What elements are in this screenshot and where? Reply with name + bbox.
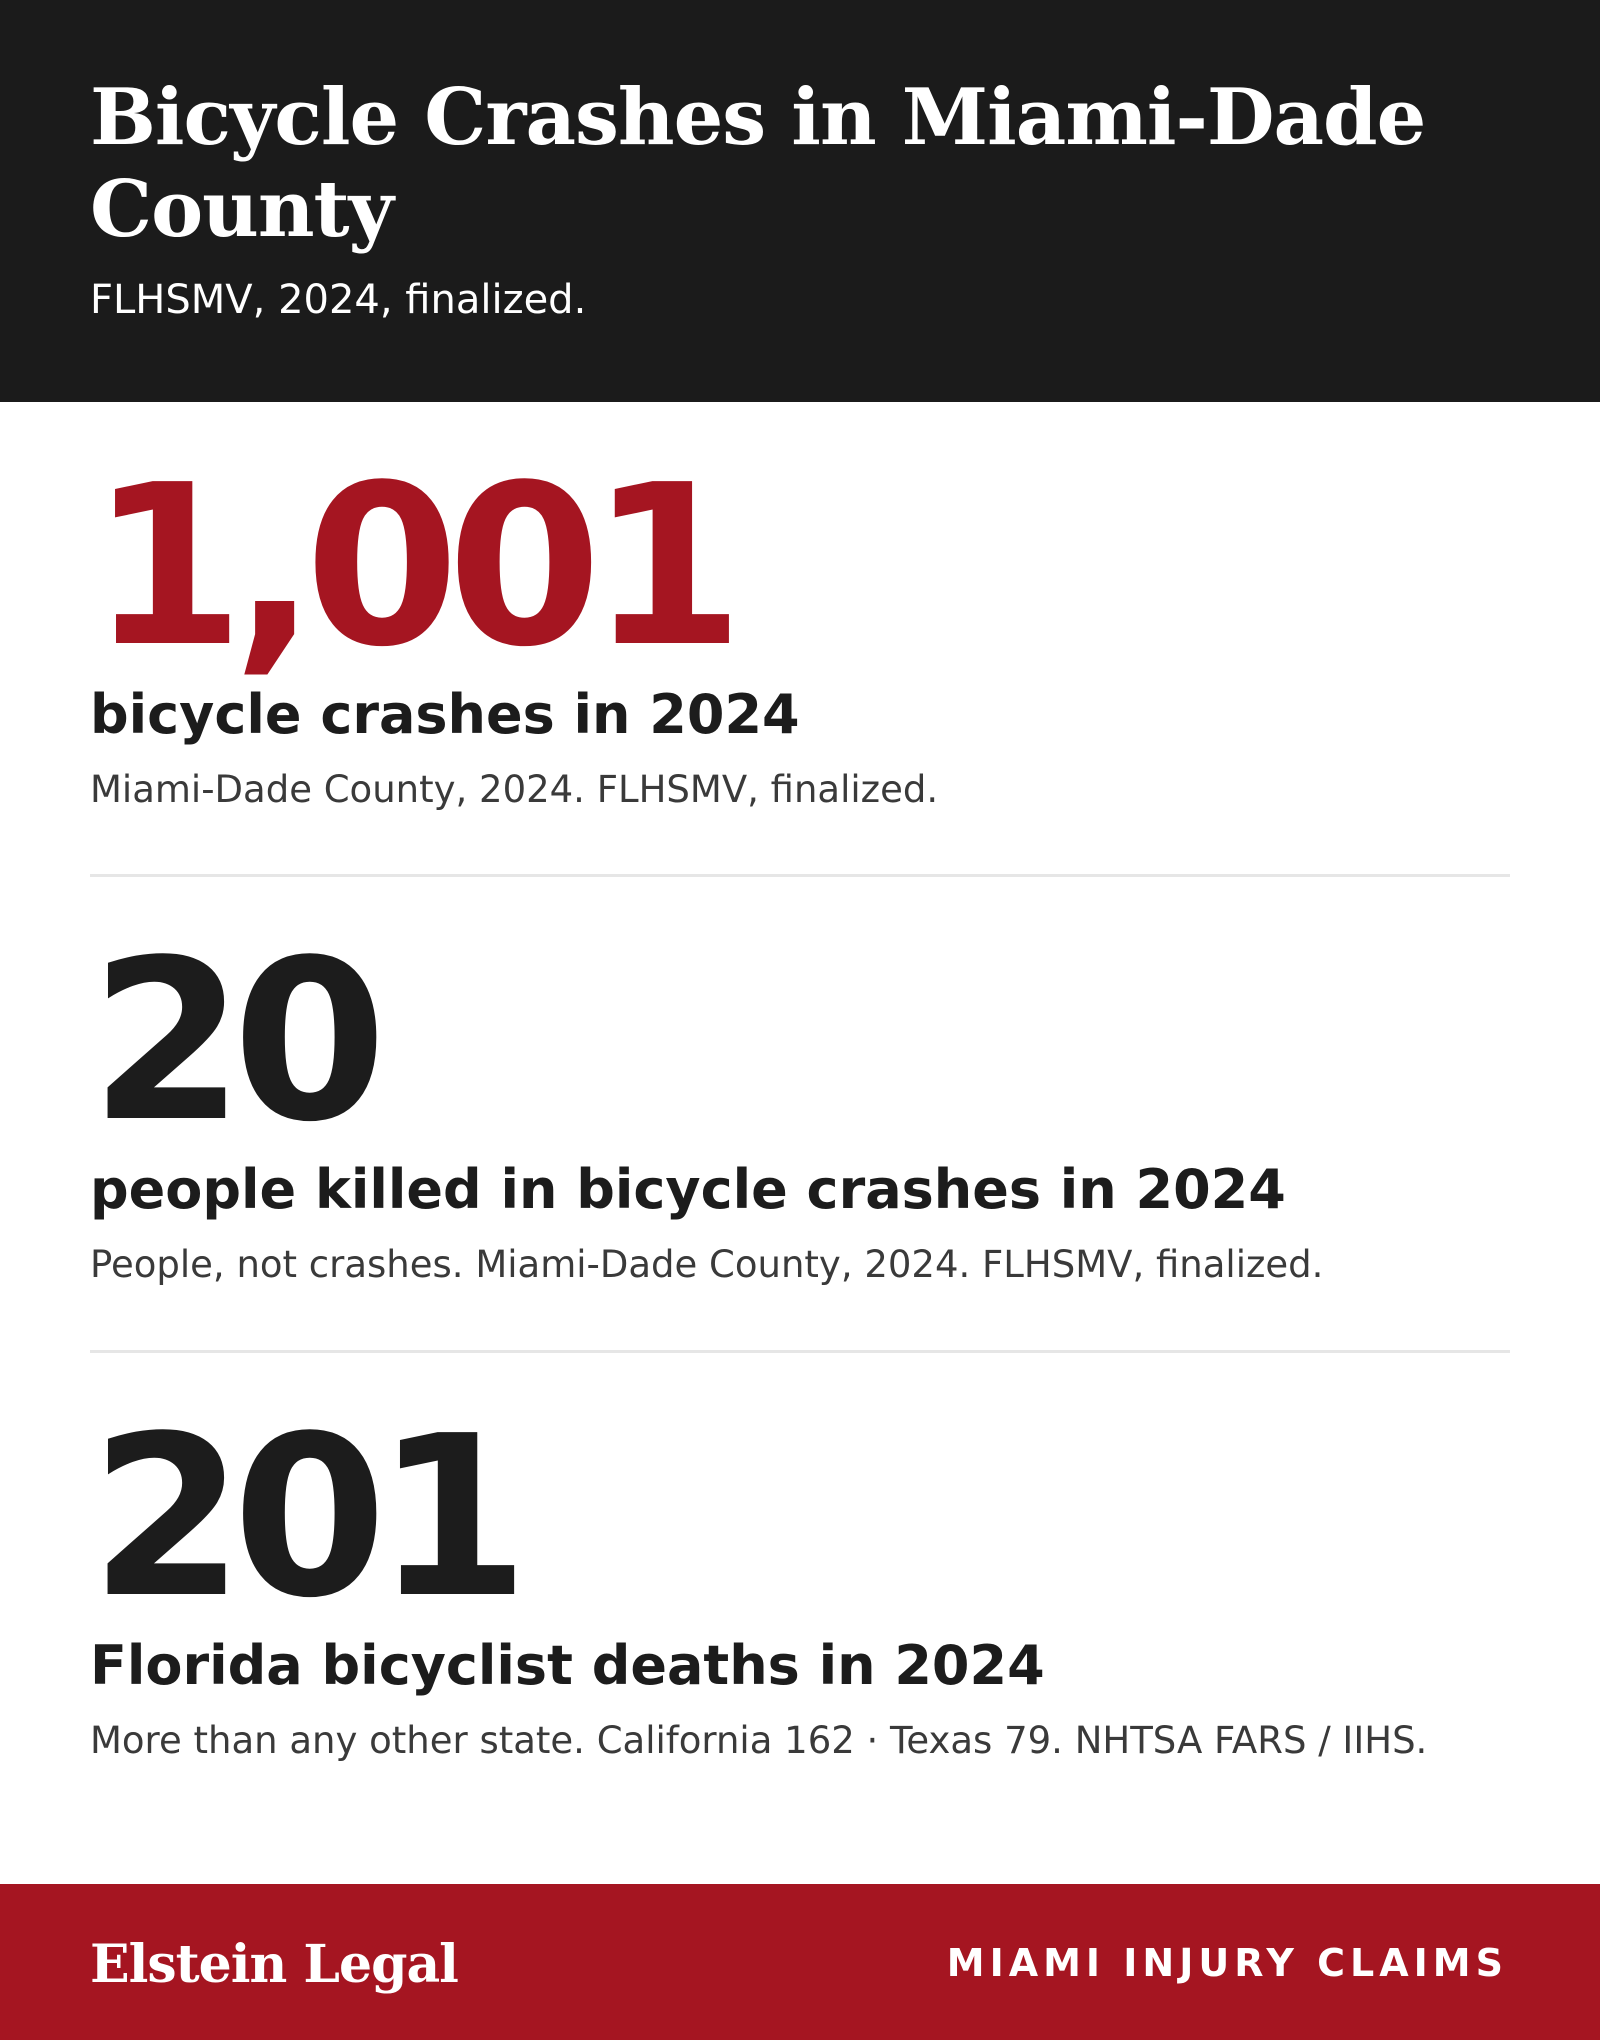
page-subtitle: FLHSMV, 2024, finalized. <box>90 277 587 323</box>
section-divider <box>90 874 1510 877</box>
stat-label: people killed in bicycle crashes in 2024 <box>90 1158 1286 1221</box>
stat-label: Florida bicyclist deaths in 2024 <box>90 1634 1045 1697</box>
stat-note: Miami-Dade County, 2024. FLHSMV, finalized. <box>90 768 939 811</box>
stat-number: 201 <box>90 1389 518 1647</box>
stat-label: bicycle crashes in 2024 <box>90 683 800 746</box>
section-divider <box>90 1350 1510 1353</box>
brand-name: Elstein Legal <box>90 1934 458 1995</box>
stat-number: 20 <box>90 913 375 1171</box>
stat-note: People, not crashes. Miami-Dade County, 2024. FLHSMV, finalized. <box>90 1243 1324 1286</box>
footer-banner <box>0 1884 1600 2040</box>
stat-number: 1,001 <box>90 438 733 696</box>
stat-note: More than any other state. California 162 · Texas 79. NHTSA FARS / IIHS. <box>90 1719 1428 1762</box>
page-title: Bicycle Crashes in Miami-Dade County <box>90 72 1426 255</box>
header-banner <box>0 0 1600 402</box>
footer-tagline: MIAMI INJURY CLAIMS <box>946 1941 1508 1985</box>
